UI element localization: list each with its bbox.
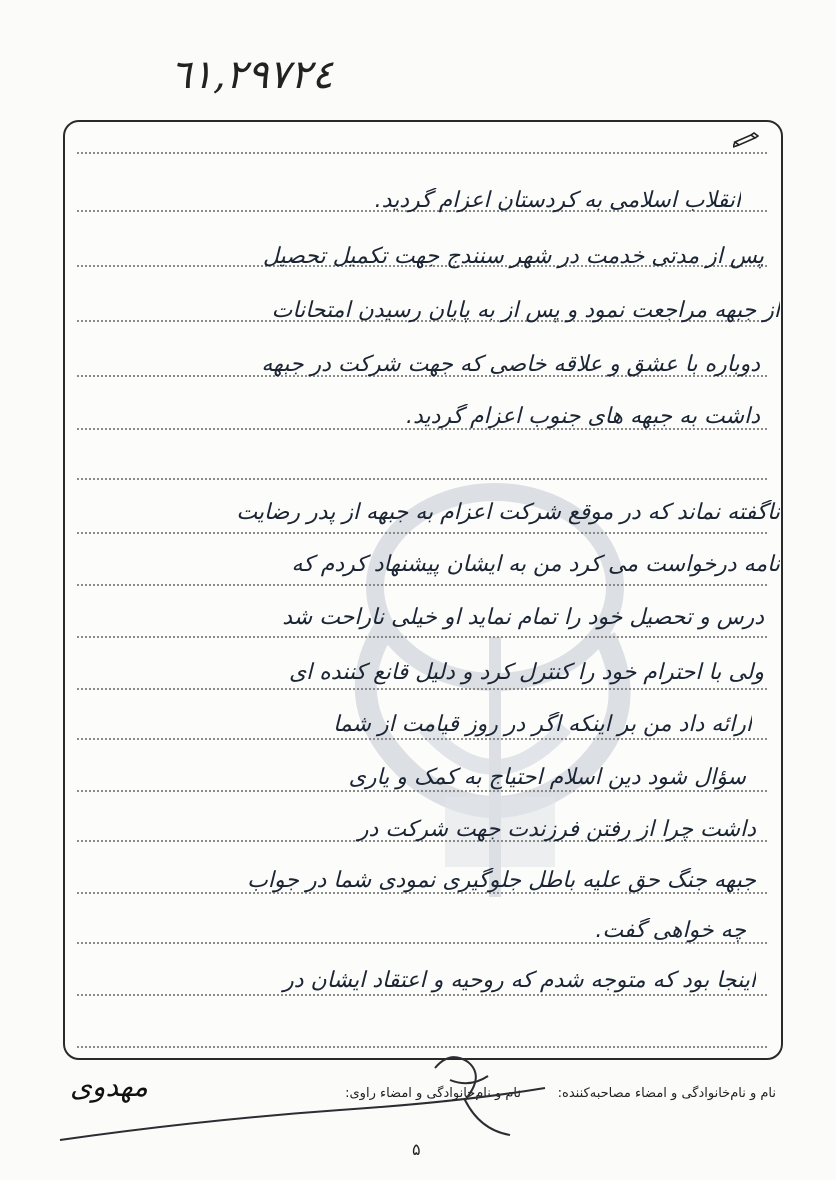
text-line: اینجا بود که متوجه شدم که روحیه و اعتقاد ایشان در xyxy=(283,968,756,993)
ruled-line xyxy=(77,994,767,996)
ruled-line xyxy=(77,636,767,638)
text-line: درس و تحصیل خود را تمام نماید او خیلی ناراحت شد xyxy=(282,605,764,630)
text-line: جبهه جنگ حق علیه باطل جلوگیری نمودی شما در جواب xyxy=(247,868,756,893)
pencil-icon xyxy=(733,132,759,148)
ruled-line xyxy=(77,152,767,154)
ruled-line xyxy=(77,478,767,480)
text-line: از جبهه مراجعت نمود و پس از به پایان رسیدن امتحانات xyxy=(271,298,780,323)
text-line: دوباره با عشق و علاقه خاصی که جهت شرکت در جبهه xyxy=(261,352,760,377)
text-line: چه خواهی گفت. xyxy=(595,918,746,943)
narrator-label: نام و نام‌خانوادگی و امضاء راوی: xyxy=(345,1086,521,1101)
ruled-line xyxy=(77,532,767,534)
page-number: ۵ xyxy=(412,1140,421,1159)
signature-stroke xyxy=(40,1040,560,1150)
ruled-line xyxy=(77,584,767,586)
interviewer-label: نام و نام‌خانوادگی و امضاء مصاحبه‌کننده: xyxy=(557,1086,776,1101)
text-line: ارائه داد من بر اینکه اگر در روز قیامت از شما xyxy=(333,712,752,737)
text-line: انقلاب اسلامی به کردستان اعزام گردید. xyxy=(374,188,741,213)
text-line: ولی با احترام خود را کنترل کرد و دلیل قانع کننده ای xyxy=(288,660,764,685)
narrator-name: مهدوی xyxy=(70,1070,149,1103)
text-line: سؤال شود دین اسلام احتیاج به کمک و یاری xyxy=(348,765,746,790)
ruled-line xyxy=(77,688,767,690)
text-line: پس از مدتی خدمت در شهر سنندج جهت تکمیل تحصیل xyxy=(262,244,764,269)
text-line: داشت چرا از رفتن فرزندت جهت شرکت در xyxy=(357,817,756,842)
text-line: داشت به جبهه های جنوب اعزام گردید. xyxy=(405,404,760,429)
ruled-line xyxy=(77,738,767,740)
page-id: ٦١,٢٩٧٢٤ xyxy=(170,52,334,98)
ruled-line xyxy=(77,790,767,792)
text-line: نامه درخواست می کرد من به ایشان پیشنهاد کردم که xyxy=(291,552,780,577)
text-line: ناگفته نماند که در موقع شرکت اعزام به جبهه از پدر رضایت xyxy=(236,500,780,525)
